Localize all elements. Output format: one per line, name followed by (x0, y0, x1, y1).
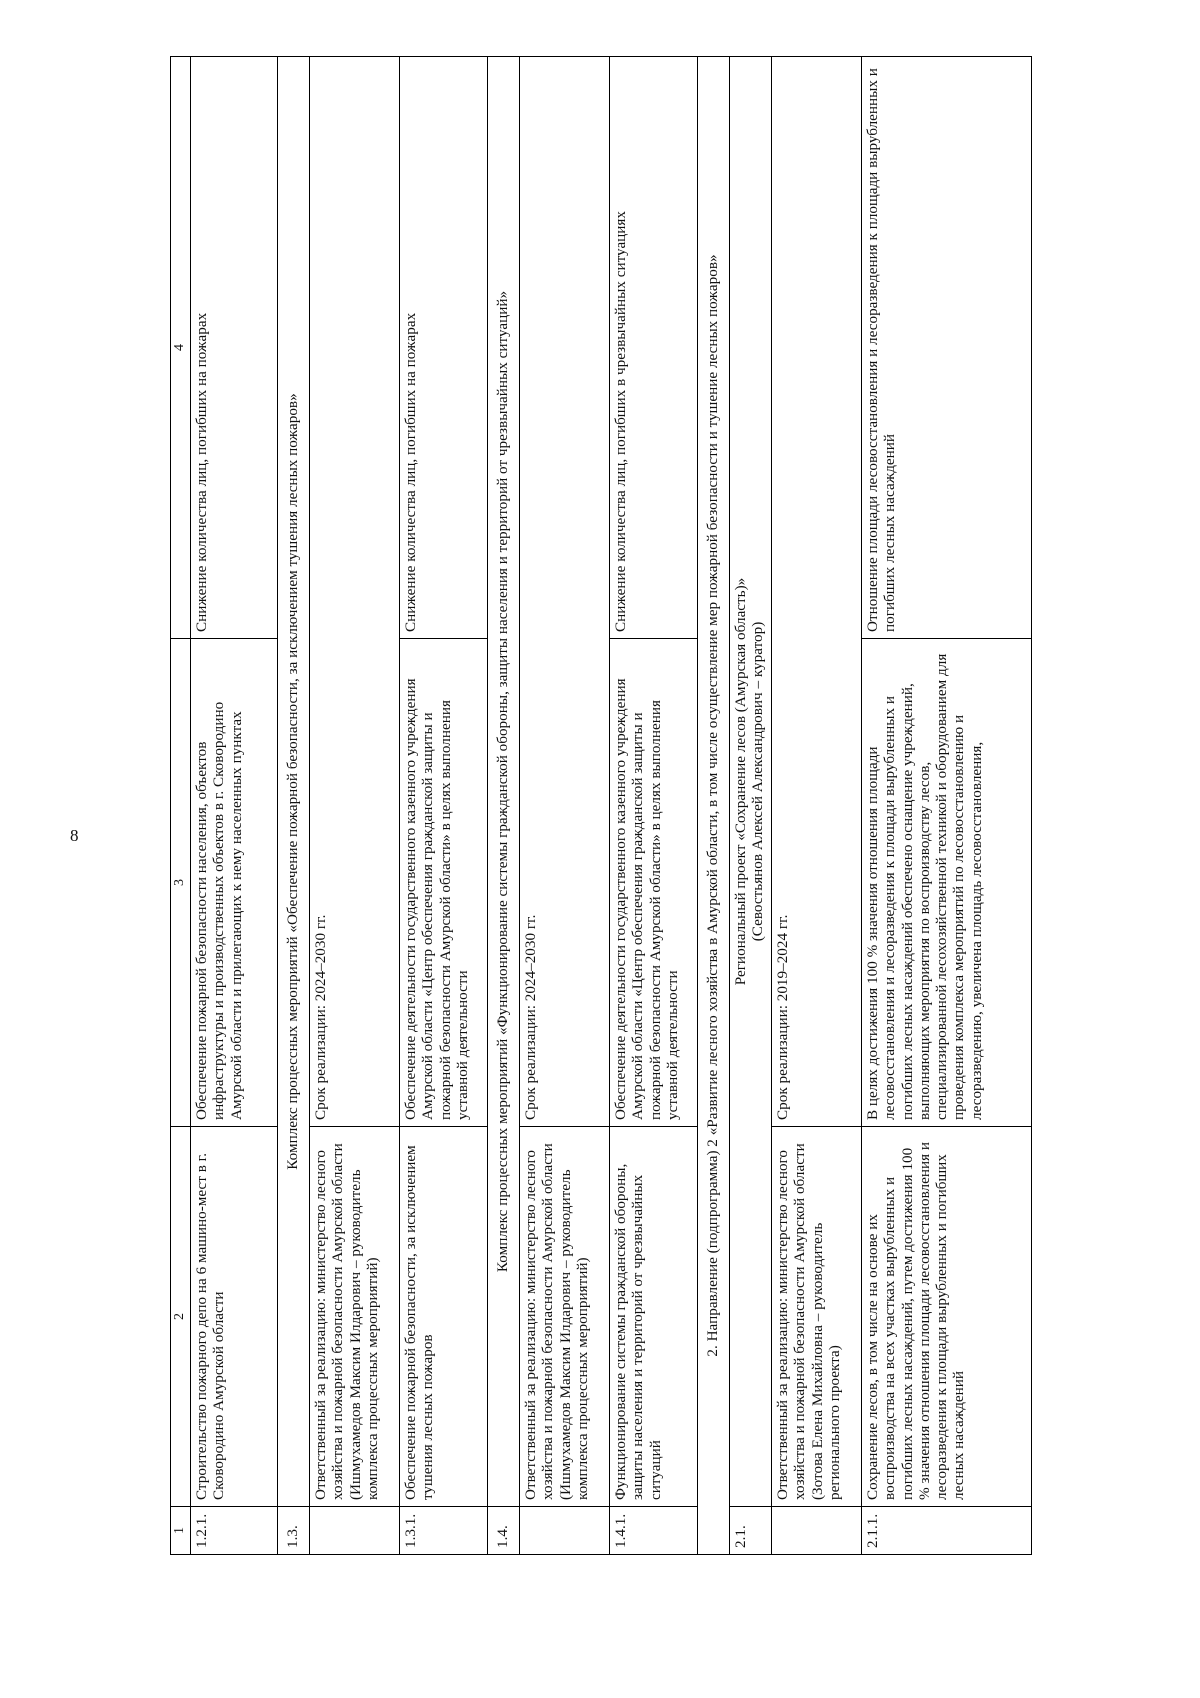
result-cell: Снижение количества лиц, погибших в чрезвычайных ситуациях (610, 57, 698, 639)
project-name: Региональный проект «Сохранение лесов (Амурская область)» (732, 577, 749, 986)
responsible-cell: Ответственный за реализацию: министерство лесного хозяйства и пожарной безопасности Амурской области (Ишмухамедов Максим Илдарович – руководитель комплекса процессных мероприятий) (310, 1127, 400, 1507)
section-title: Комплекс процессных мероприятий «Функционирование системы гражданской обороны, защиты населения и территорий от чрезвычайных ситуаций» (488, 57, 520, 1507)
table-row (400, 57, 488, 1555)
direction-row (698, 57, 730, 1555)
project-curator: (Севостьянов Алексей Александрович – куратор) (749, 621, 767, 942)
row-number: 1.3. (278, 1507, 310, 1555)
result-cell: Отношение площади лесовосстановления и лесоразведения к площади вырубленных и погибших лесных насаждений (862, 57, 1032, 639)
page-number: 8 (70, 826, 79, 845)
project-title (730, 57, 772, 1507)
responsible-row (310, 57, 400, 1555)
section-row (488, 57, 520, 1555)
row-number: 1.3.1. (400, 1507, 488, 1555)
table-row (610, 57, 698, 1555)
description-cell: В целях достижения 100 % значения отношения площади лесовосстановления и лесоразведения к площади вырубленных и погибших лесных насаждений обеспечено оснащение учреждений, выполняющих мероприятия по воспроизводству лесов, специализированной лесохозяйственной техникой и оборудованием для проведения комплекса мероприятий по лесовосстановлению и лесоразведению, увеличена площадь лесовосстановления, (862, 639, 1032, 1127)
responsible-row (772, 57, 862, 1555)
term-cell: Срок реализации: 2024–2030 гг. (310, 57, 400, 1127)
rotated-table-sheet (170, 57, 1030, 1555)
column-number-cell: 4 (171, 57, 191, 639)
row-number: 1.2.1. (191, 1507, 278, 1555)
row-number: 2.1.1. (862, 1507, 1032, 1555)
task-cell: Сохранение лесов, в том числе на основе их воспроизводства на всех участках вырубленных и погибших лесных насаждений, путем достижения 100 % значения отношения площади лесовосстановления и лесоразведения к площади вырубленных и погибших лесных насаждений (862, 1127, 1032, 1507)
section-row (278, 57, 310, 1555)
column-number-cell: 2 (171, 1127, 191, 1507)
description-cell: Обеспечение деятельности государственного казенного учреждения Амурской области «Центр обеспечения гражданской защиты и пожарной безопасности Амурской области» в целях выполнения уставной деятельности (400, 639, 488, 1127)
project-row (730, 57, 772, 1555)
result-cell: Снижение количества лиц, погибших на пожарах (400, 57, 488, 639)
column-number-cell: 1 (171, 1507, 191, 1555)
row-number: 1.4.1. (610, 1507, 698, 1555)
empty-cell (520, 1507, 610, 1555)
empty-cell (310, 1507, 400, 1555)
section-title: Комплекс процессных мероприятий «Обеспечение пожарной безопасности, за исключением тушения лесных пожаров» (278, 57, 310, 1507)
description-cell: Обеспечение деятельности государственного казенного учреждения Амурской области «Центр обеспечения гражданской защиты и пожарной безопасности Амурской области» в целях выполнения уставной деятельности (610, 639, 698, 1127)
column-number-row (171, 57, 191, 1555)
empty-cell (772, 1507, 862, 1555)
row-number: 2.1. (730, 1507, 772, 1555)
term-cell: Срок реализации: 2024–2030 гг. (520, 57, 610, 1127)
description-cell: Обеспечение пожарной безопасности населения, объектов инфраструктуры и производственных объектов в г. Сковородино Амурской области и прилегающих к нему населенных пунктах (191, 639, 278, 1127)
column-number-cell: 3 (171, 639, 191, 1127)
responsible-row (520, 57, 610, 1555)
task-cell: Обеспечение пожарной безопасности, за исключением тушения лесных пожаров (400, 1127, 488, 1507)
responsible-cell: Ответственный за реализацию: министерство лесного хозяйства и пожарной безопасности Амурской области (Ишмухамедов Максим Илдарович – руководитель комплекса процессных мероприятий) (520, 1127, 610, 1507)
direction-title: 2. Направление (подпрограмма) 2 «Развитие лесного хозяйства в Амурской области, в том числе осуществление мер пожарной безопасности и тушение лесных пожаров» (698, 57, 730, 1555)
table-row (191, 57, 278, 1555)
activities-table (170, 56, 1032, 1555)
task-cell: Функционирование системы гражданской обороны, защиты населения и территорий от чрезвычайных ситуаций (610, 1127, 698, 1507)
responsible-cell: Ответственный за реализацию: министерство лесного хозяйства и пожарной безопасности Амурской области (Зотова Елена Михайловна – руководитель регионального проекта) (772, 1127, 862, 1507)
result-cell: Снижение количества лиц, погибших на пожарах (191, 57, 278, 639)
task-cell: Строительство пожарного депо на 6 машино-мест в г. Сковородино Амурской области (191, 1127, 278, 1507)
row-number: 1.4. (488, 1507, 520, 1555)
table-row (862, 57, 1032, 1555)
term-cell: Срок реализации: 2019–2024 гг. (772, 57, 862, 1127)
